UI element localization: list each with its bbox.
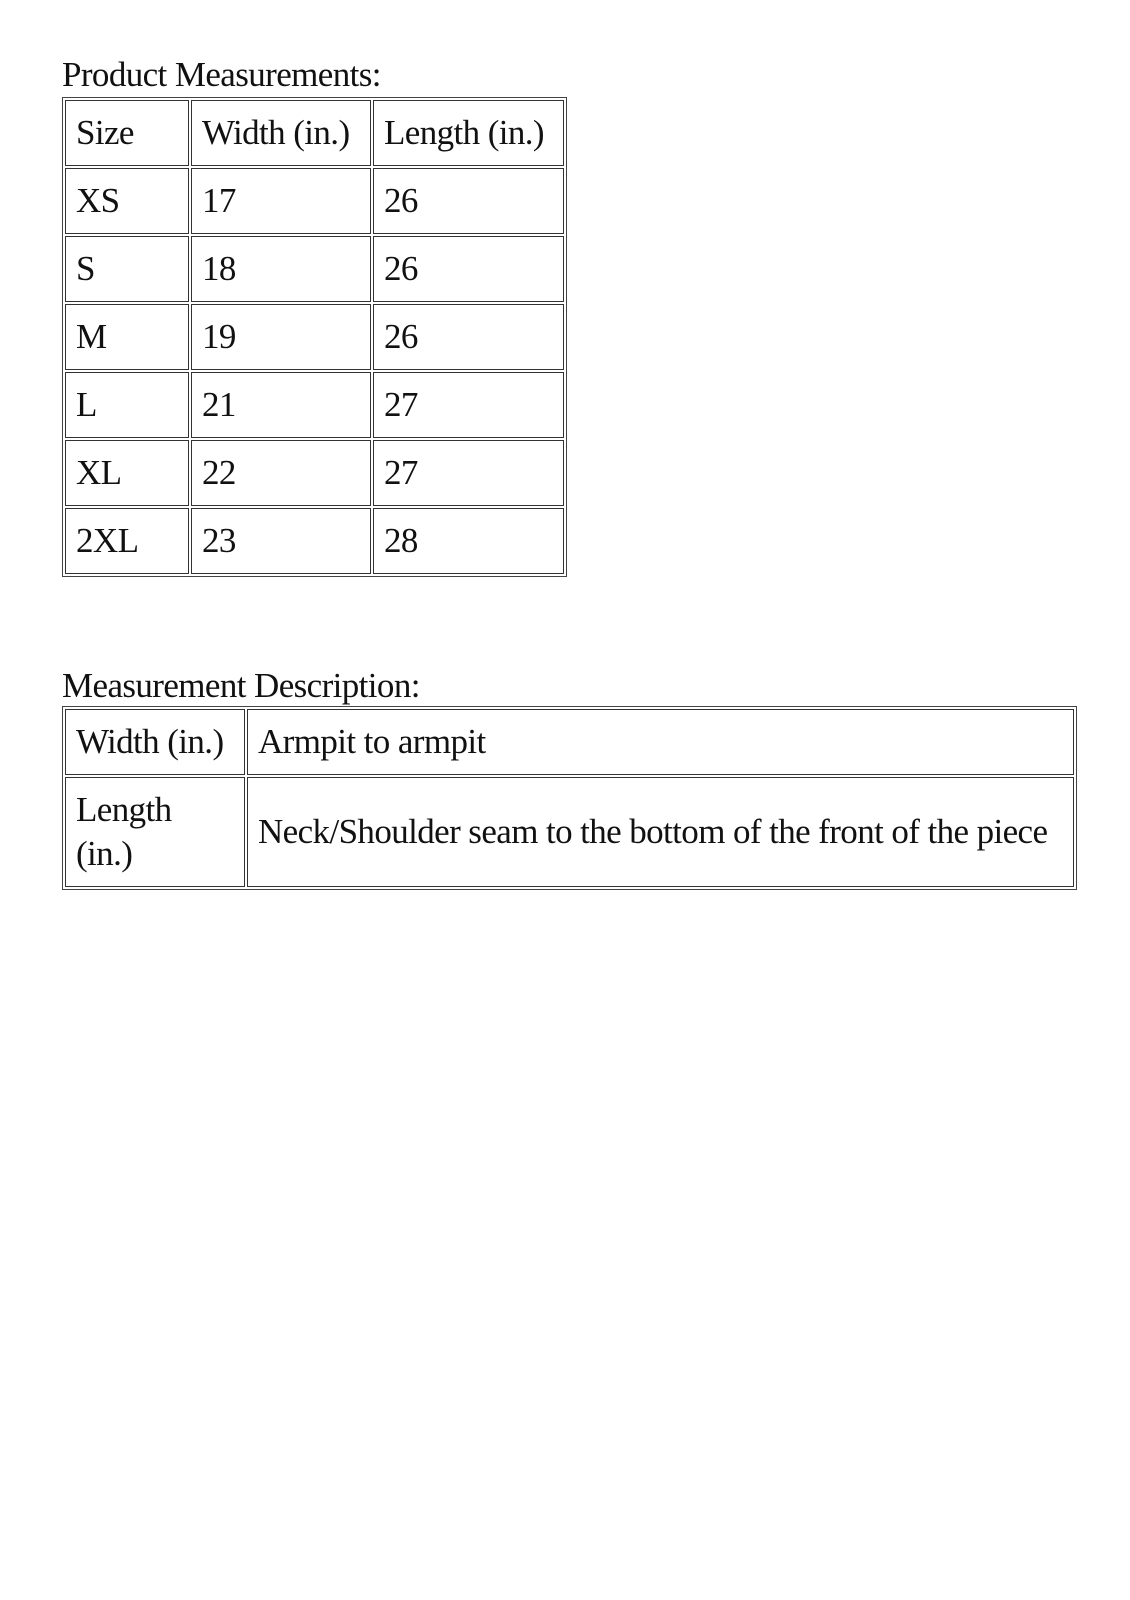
measurement-term: Width (in.) [65, 709, 245, 775]
measurement-definition: Neck/Shoulder seam to the bottom of the front of the piece [247, 777, 1074, 887]
width-cell: 17 [191, 168, 371, 234]
size-cell: S [65, 236, 189, 302]
width-cell: 21 [191, 372, 371, 438]
measurements-table [62, 97, 567, 577]
width-cell: 19 [191, 304, 371, 370]
table-row [65, 304, 564, 370]
header-size: Size [65, 100, 189, 166]
table-row [65, 372, 564, 438]
length-cell: 26 [373, 168, 564, 234]
width-cell: 22 [191, 440, 371, 506]
measurements-heading: Product Measurements: [62, 55, 381, 94]
measurement-definition: Armpit to armpit [247, 709, 1074, 775]
description-heading: Measurement Description: [62, 666, 420, 705]
size-cell: 2XL [65, 508, 189, 574]
table-header-row [65, 100, 564, 166]
width-cell: 23 [191, 508, 371, 574]
table-row [65, 168, 564, 234]
table-row [65, 777, 1074, 887]
size-cell: XL [65, 440, 189, 506]
size-cell: L [65, 372, 189, 438]
size-cell: M [65, 304, 189, 370]
length-cell: 28 [373, 508, 564, 574]
measurement-term: Length (in.) [65, 777, 245, 887]
header-length: Length (in.) [373, 100, 564, 166]
length-cell: 26 [373, 304, 564, 370]
table-row [65, 709, 1074, 775]
description-table [62, 706, 1077, 890]
length-cell: 27 [373, 372, 564, 438]
length-cell: 26 [373, 236, 564, 302]
table-row [65, 236, 564, 302]
length-cell: 27 [373, 440, 564, 506]
table-row [65, 508, 564, 574]
table-row [65, 440, 564, 506]
header-width: Width (in.) [191, 100, 371, 166]
width-cell: 18 [191, 236, 371, 302]
size-cell: XS [65, 168, 189, 234]
